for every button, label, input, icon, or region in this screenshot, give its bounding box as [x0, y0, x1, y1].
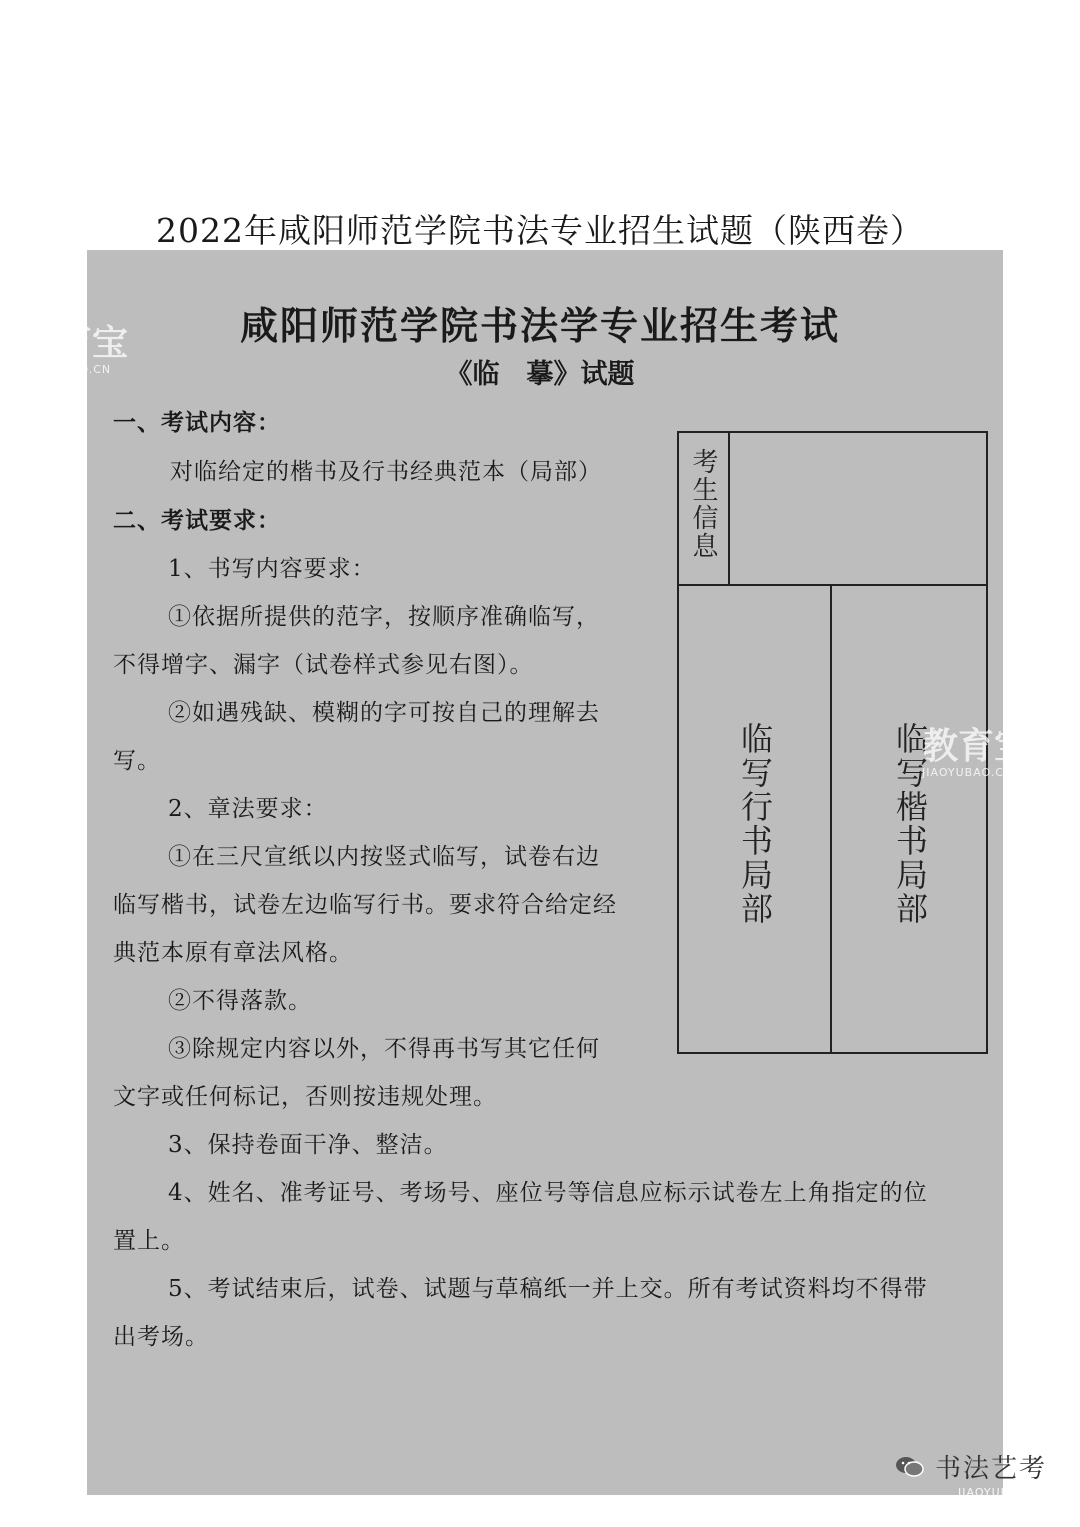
req-3: 3、保持卷面干净、整洁。 [168, 1132, 448, 1158]
req-2-b: ②不得落款。 [168, 988, 312, 1014]
right-column-label: 临写楷书局部 [891, 722, 929, 926]
section-1-heading: 一、考试内容： [113, 410, 281, 436]
req-2-c-line2: 文字或任何标记，否则按违规处理。 [113, 1084, 497, 1110]
outer-title: 2022年咸阳师范学院书法专业招生试题（陕西卷） [156, 211, 924, 250]
req-2-title: 2、章法要求： [168, 796, 328, 822]
watermark-right: 教育宝 JIAOYUBAO.CN [922, 726, 1031, 779]
info-row-divider [677, 584, 988, 586]
req-2-a-line1: ①在三尺宣纸以内按竖式临写，试卷右边 [168, 844, 600, 870]
req-4-line1: 4、姓名、准考证号、考场号、座位号等信息应标示试卷左上角指定的位 [168, 1180, 928, 1206]
section-2-heading: 二、考试要求： [113, 508, 281, 534]
req-1-title: 1、书写内容要求： [168, 556, 376, 582]
watermark-left: 教育宝 JIAOYUBAO.CN [20, 323, 129, 376]
req-1-a-line1: ①依据所提供的范字，按顺序准确临写， [168, 604, 600, 630]
wechat-icon [895, 1455, 925, 1479]
footer-label: 书法艺考 [935, 1454, 1048, 1484]
info-label: 考生信息 [688, 448, 718, 560]
footer-mark [895, 1448, 1047, 1485]
req-5-line1: 5、考试结束后，试卷、试题与草稿纸一并上交。所有考试资料均不得带 [168, 1276, 928, 1302]
exam-title: 咸阳师范学院书法学专业招生考试 [239, 304, 840, 348]
req-1-b-line1: ②如遇残缺、模糊的字可按自己的理解去 [168, 700, 600, 726]
left-column-label: 临写行书局部 [736, 722, 774, 926]
req-4-line2: 置上。 [113, 1228, 185, 1254]
watermark-footer-url: JIAOYUBAO.CN [958, 1486, 1050, 1499]
section-1-text: 对临给定的楷书及行书经典范本（局部） [170, 459, 602, 485]
req-5-line2: 出考场。 [113, 1324, 209, 1350]
info-label-divider [728, 431, 730, 586]
req-2-a-line3: 典范本原有章法风格。 [113, 940, 353, 966]
req-1-a-line2: 不得增字、漏字（试卷样式参见右图）。 [113, 652, 534, 678]
req-2-a-line2: 临写楷书，试卷左边临写行书。要求符合给定经 [113, 892, 617, 918]
exam-subtitle: 《临 摹》试题 [445, 359, 635, 390]
req-2-c-line1: ③除规定内容以外，不得再书写其它任何 [168, 1036, 600, 1062]
req-1-b-line2: 写。 [113, 748, 161, 774]
column-divider [830, 584, 832, 1054]
